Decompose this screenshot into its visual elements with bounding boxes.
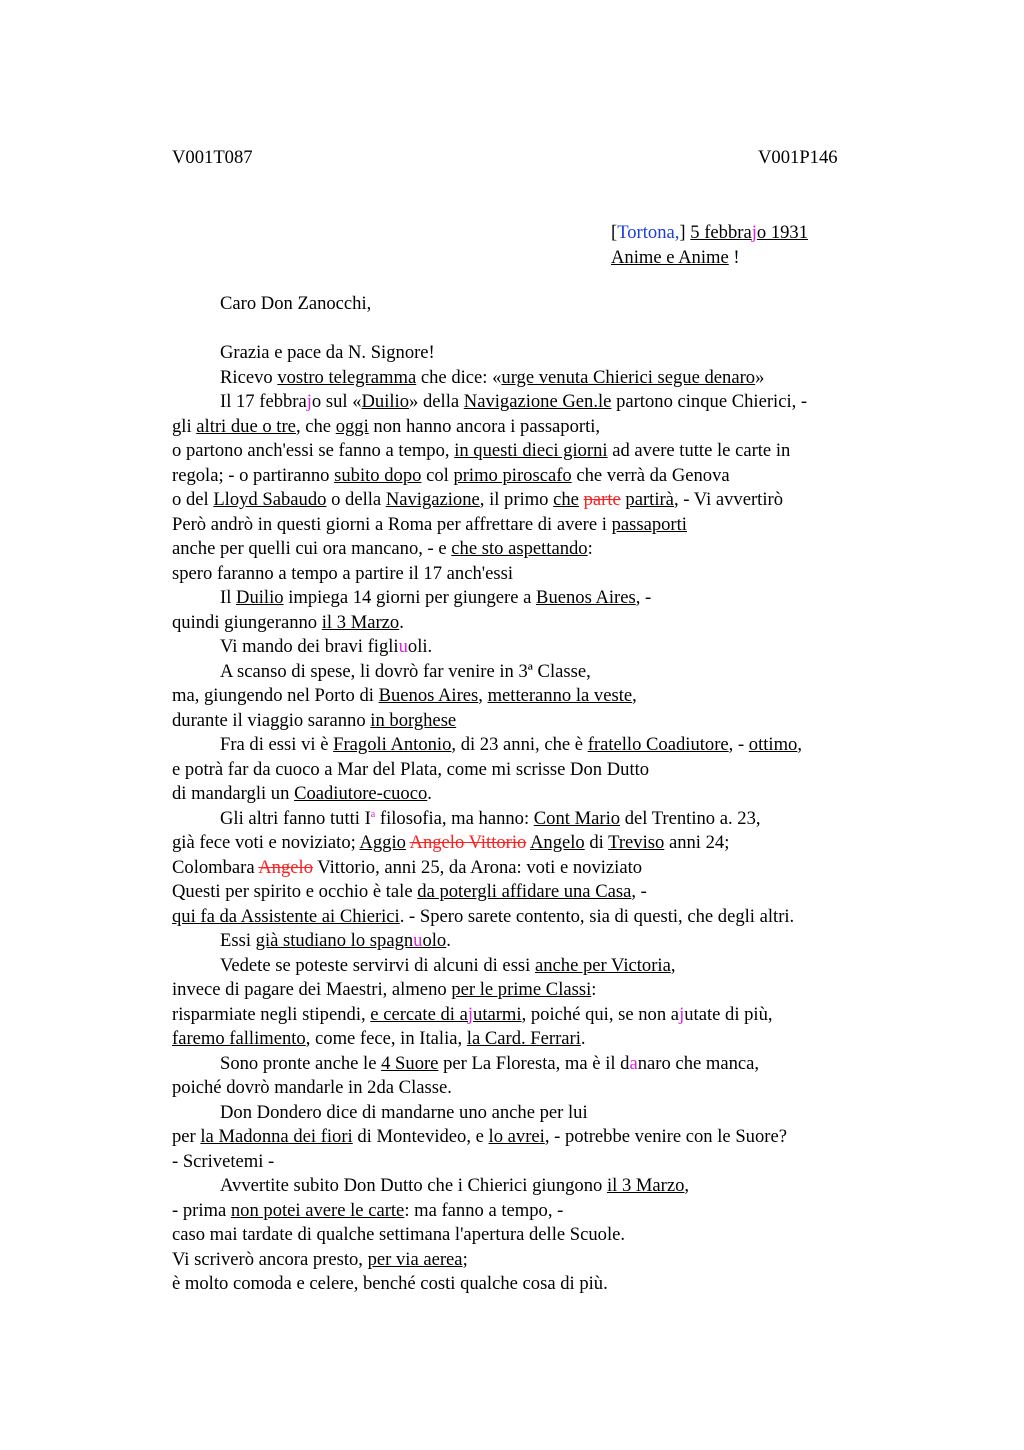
letter-line: è molto comoda e celere, benché costi qualche cosa di più.	[172, 1273, 608, 1294]
letter-line: Essi già studiano lo spagnuolo.	[220, 930, 451, 951]
letter-line: Il 17 febbrajo sul «Duilio» della Navigazione Gen.le partono cinque Chierici, -	[220, 391, 808, 412]
deleted-text: parte	[583, 489, 621, 510]
letter-line: Colombara Angelo Vittorio, anni 25, da Arona: voti e noviziato	[172, 856, 643, 878]
letter-line: - prima non potei avere le carte: ma fanno a tempo, -	[172, 1199, 564, 1221]
letter-line: durante il viaggio saranno in borghese	[172, 709, 457, 731]
letter-line: Vi scriverò ancora presto, per via aerea;	[172, 1248, 468, 1270]
letter-line: Avvertite subito Don Dutto che i Chierici giungono il 3 Marzo,	[220, 1175, 690, 1196]
letter-line: gli altri due o tre, che oggi non hanno ancora i passaporti,	[172, 415, 601, 437]
letter-line: e potrà far da cuoco a Mar del Plata, come mi scrisse Don Dutto	[172, 758, 650, 780]
place-date-line	[611, 221, 808, 246]
letter-line: Questi per spirito e occhio è tale da potergli affidare una Casa, -	[172, 881, 647, 902]
letter-line: Vi mando dei bravi figliuoli.	[220, 636, 433, 657]
letter-line: - Scrivetemi -	[172, 1150, 275, 1172]
letter-line: spero faranno a tempo a partire il 17 anch'essi	[172, 562, 514, 584]
letter-line: anche per quelli cui ora mancano, - e che sto aspettando:	[172, 538, 593, 559]
ordinal-superscript: a	[370, 808, 376, 820]
letter-line: già fece voti e noviziato; Aggio Angelo Vittorio Angelo di Treviso anni 24;	[172, 832, 730, 853]
letter-line: risparmiate negli stipendi, e cercate di ajutarmi, poiché qui, se non ajutate di più,	[172, 1003, 773, 1025]
letter-line: quindi giungeranno il 3 Marzo.	[172, 611, 404, 633]
letter-line: caso mai tardate di qualche settimana l'apertura delle Scuole.	[172, 1224, 626, 1245]
letter-line: Ricevo vostro telegramma che dice: «urge venuta Chierici segue denaro»	[220, 366, 765, 388]
motto: Anime e Anime	[611, 246, 729, 268]
letter-line: A scanso di spese, li dovrò far venire in 3ª Classe,	[220, 660, 591, 682]
place-name: Tortona,	[617, 222, 680, 243]
letter-line: Sono pronte anche le 4 Suore per La Floresta, ma è il danaro che manca,	[220, 1052, 760, 1074]
letter-line: faremo fallimento, come fece, in Italia, la Card. Ferrari.	[172, 1028, 586, 1049]
deleted-text: Angelo Vittorio	[409, 832, 527, 853]
letter-line: Fra di essi vi è Fragoli Antonio, di 23 anni, che è fratello Coadiutore, - ottimo,	[220, 734, 803, 755]
letter-line: per la Madonna dei fiori di Montevideo, e lo avrei, - potrebbe venire con le Suore?	[172, 1126, 787, 1147]
letter-line: qui fa da Assistente ai Chierici. - Spero sarete contento, sia di questi, che degli altri.	[172, 905, 795, 927]
bracket: [	[611, 222, 618, 243]
deleted-text: Angelo	[258, 856, 313, 878]
letter-line: regola; - o partiranno subito dopo col primo piroscafo che verrà da Genova	[172, 464, 730, 486]
letter-line: Grazia e pace da N. Signore!	[220, 342, 435, 363]
letter-date: 5 febbrajo 1931	[690, 222, 809, 243]
letter-line: Gli altri fanno tutti $I^a$ filosofia, ma hanno: Cont Mario del Trentino a. 23,	[220, 807, 761, 829]
letter-body	[172, 292, 892, 1297]
letter-line: poiché dovrò mandarle in 2da Classe.	[172, 1077, 452, 1098]
bracket: ]	[679, 222, 686, 243]
letter-line: Il Duilio impiega 14 giorni per giungere a Buenos Aires, -	[220, 587, 652, 608]
letter-line: invece di pagare dei Maestri, almeno per le prime Classi:	[172, 979, 597, 1000]
place-date-block	[611, 221, 808, 270]
letter-line: ma, giungendo nel Porto di Buenos Aires, metteranno la veste,	[172, 685, 637, 706]
salutation: Caro Don Zanocchi,	[220, 293, 372, 314]
letter-line: Però andrò in questi giorni a Roma per affrettare di avere i passaporti	[172, 513, 687, 535]
document-code-left: V001T087	[172, 147, 253, 168]
letter-line: Vedete se poteste servirvi di alcuni di essi anche per Victoria,	[220, 954, 676, 976]
blank-line	[172, 317, 892, 342]
document-code-right: V001P146	[758, 147, 838, 168]
motto-line: Anime e Anime !	[611, 246, 740, 268]
letter-line: o del Lloyd Sabaudo o della Navigazione, il primo che parte partirà, - Vi avvertirò	[172, 489, 783, 510]
letter-line: Don Dondero dice di mandarne uno anche per lui	[220, 1101, 588, 1123]
letter-line: di mandargli un Coadiutore-cuoco.	[172, 783, 432, 804]
letter-line: o partono anch'essi se fanno a tempo, in questi dieci giorni ad avere tutte le carte in	[172, 440, 791, 461]
